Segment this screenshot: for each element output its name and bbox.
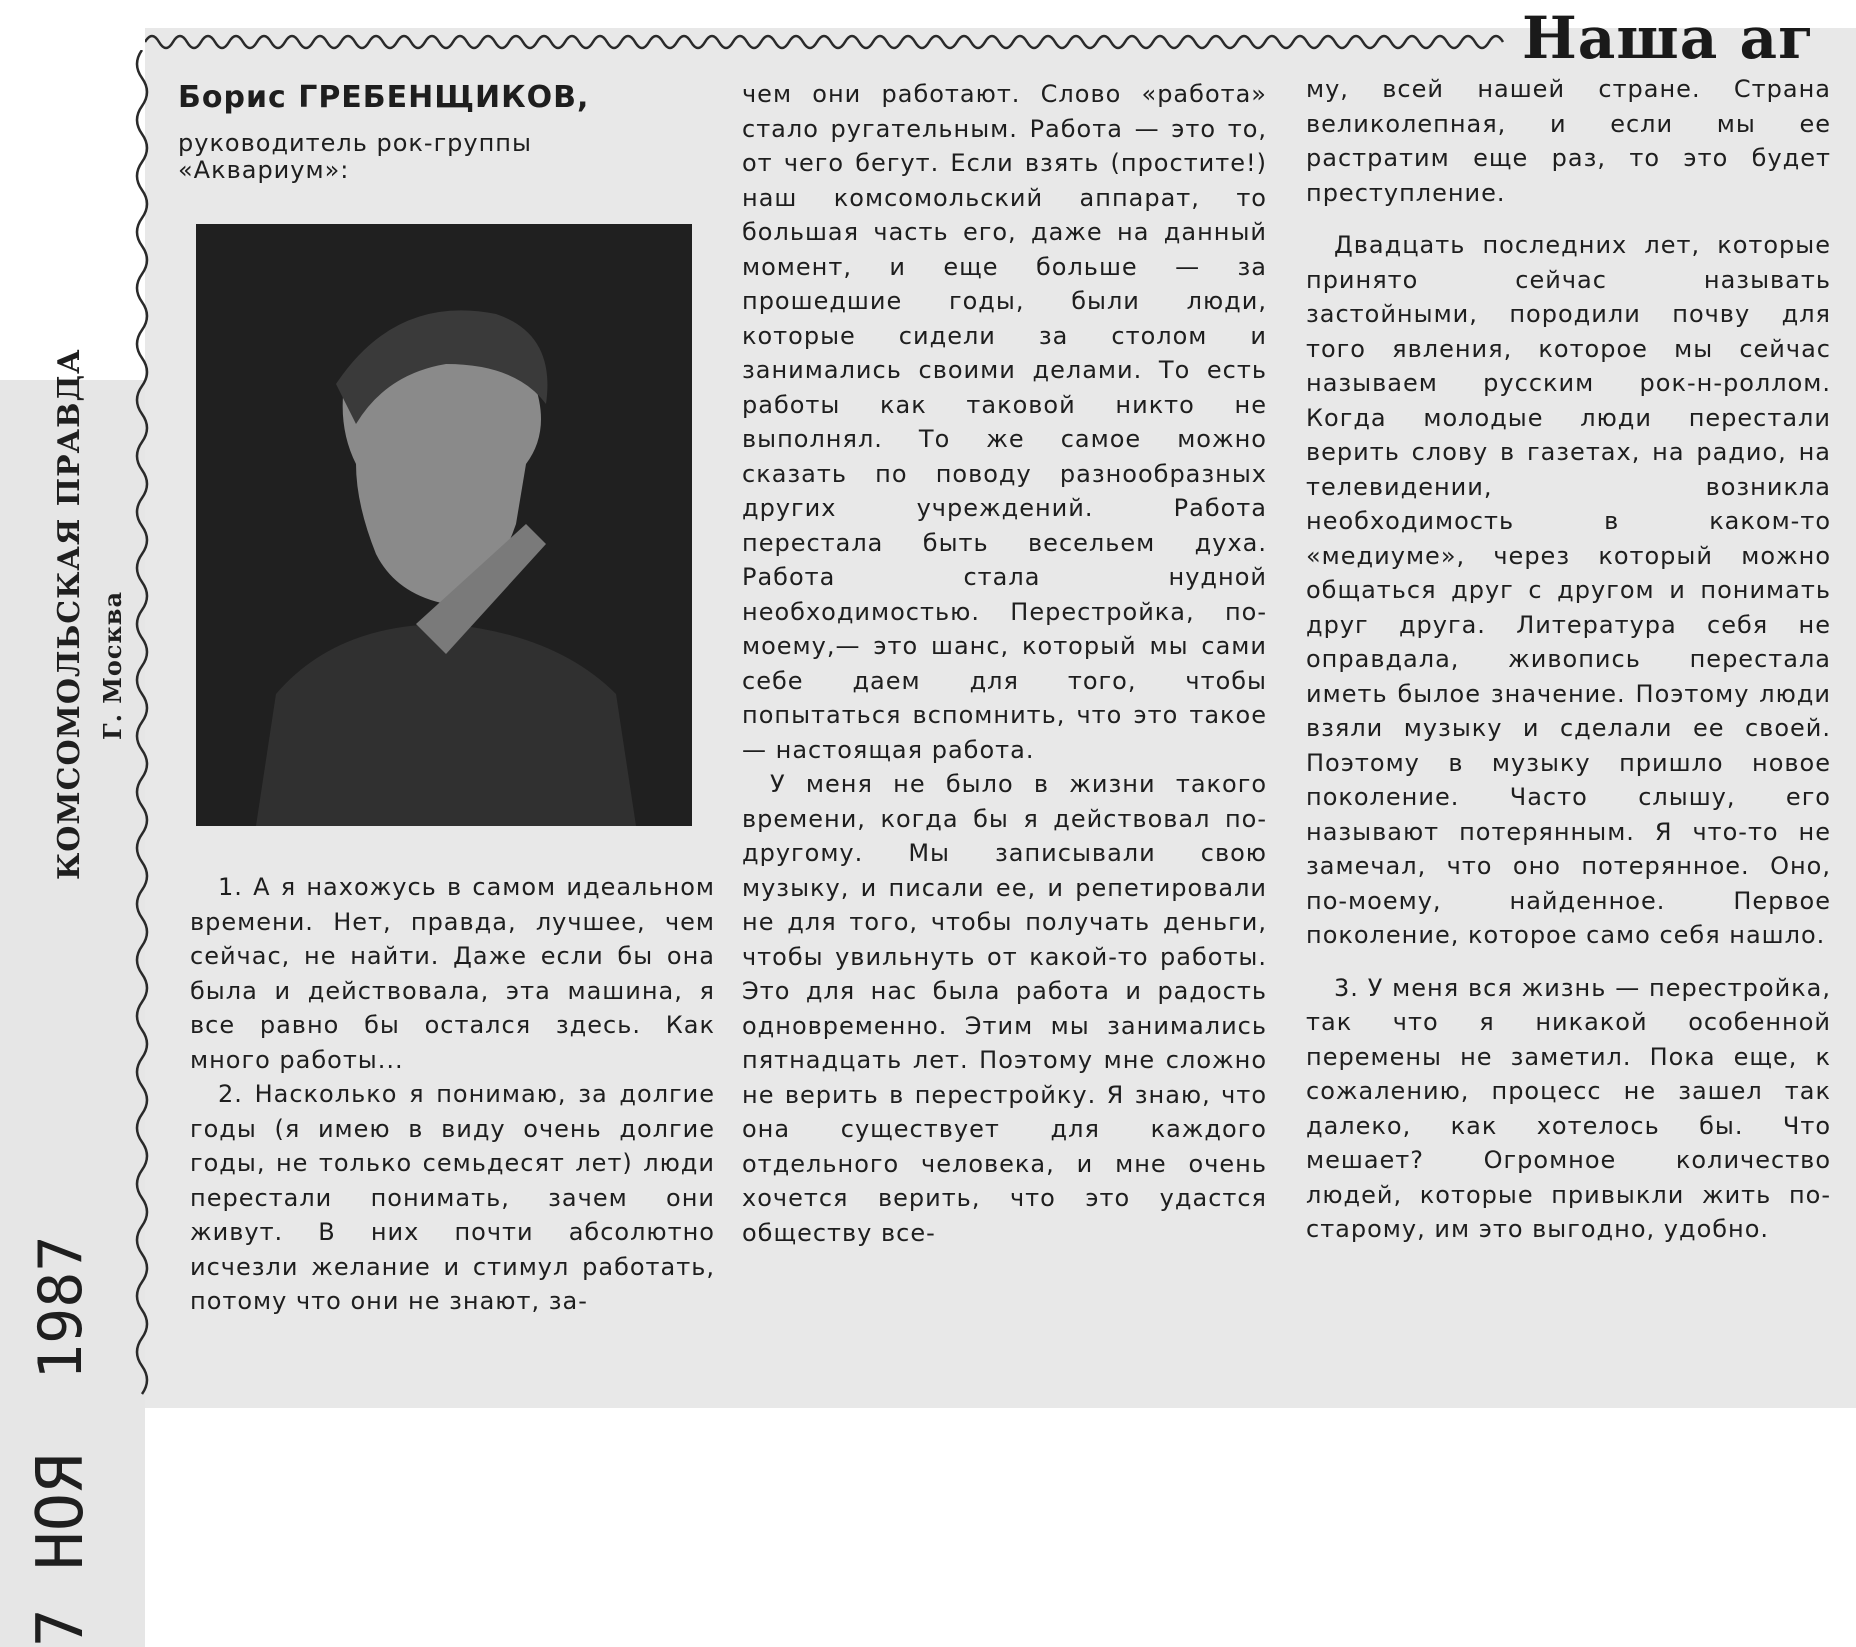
article-author: Борис ГРЕБЕНЩИКОВ, [178, 80, 590, 115]
article-paragraph: чем они работают. Слово «работа» стало ругательным. Работа — это то, от чего бегут. Если взять (простите!) наш комсомольский аппарат, то большая часть его, даже на данный момент, и еще больше — за прошедшие годы, были люди, которые сидели за столом и занимались своими делами. То есть работы как таковой никто не выполнял. То же самое можно сказать по поводу разнообразных других учреждений. Работа перестала быть весельем духа. Работа стала нудной необходимостью. Перестройка, по-моему,— это шанс, который мы сами себе даем для того, чтобы попытаться вспомнить, что это такое — настоящая работа. [742, 80, 1267, 764]
stamp-newspaper-name: КОМСОМОЛЬСКАЯ ПРАВДА [52, 348, 87, 880]
article-paragraph: 3. У меня вся жизнь — перестройка, так что я никакой особенной перемены не заметил. Пока еще, к сожалению, процесс не зашел так далеко, как хотелось бы. Что мешает? Огромное количество людей, которые привыкли жить по-старому, им это выгодно, удобно. [1306, 973, 1831, 1243]
portrait-photo [196, 224, 692, 826]
article-paragraph: 2. Насколько я понимаю, за долгие годы (я имею в виду очень долгие годы, не только семьдесят лет) люди перестали понимать, зачем они живут. В них почти абсолютно исчезли желание и стимул работать, потому что они не знают, за- [190, 1080, 715, 1315]
wavy-border-top [145, 24, 1515, 54]
article-paragraph: му, всей нашей стране. Страна великолепная, и если мы ее растратим еще раз, то это будет преступление. [1306, 75, 1831, 207]
author-role-line: «Аквариум»: [178, 156, 350, 184]
author-role [178, 130, 648, 184]
article-paragraph: Двадцать последних лет, которые принято сейчас называть застойными, породили почву для того явления, которое мы сейчас называем русским рок-н-роллом. Когда молодые люди перестали верить слову в газетах, на радио, на телевидении, возникла необходимость в каком-то «медиуме», через который можно общаться друг с другом и понимать друг друга. Литература себя не оправдала, живопись перестала иметь былое значение. Поэтому люди взяли музыку и сделали ее своей. Поэтому в музыку пришло новое поколение. Часто слышу, его называют потерянным. Я что-то не замечал, что оно потерянное. Оно, по-моему, найденное. Первое поколение, которое само себя нашло. [1306, 231, 1831, 949]
article-column-3 [1306, 72, 1831, 1247]
author-role-line: руководитель рок-группы [178, 129, 532, 157]
stamp-city: Г. Москва [98, 590, 127, 740]
article-paragraph: 1. А я нахожусь в самом идеальном времени. Нет, правда, лучшее, чем сейчас, не найти. Даже если бы она была и действовала, эта машина, я все равно бы остался здесь. Как много работы... [190, 873, 715, 1074]
stamp-year: 1987 [26, 1235, 96, 1380]
masthead-fragment: Наша аг [1522, 8, 1815, 68]
article-paragraph: У меня не было в жизни такого времени, когда бы я действовал по-другому. Мы записывали свою музыку, и писали ее, и репетировали не для того, чтобы получать деньги, чтобы увильнуть от какой-то работы. Это для нас была работа и радость одновременно. Этим мы занимались пятнадцать лет. Поэтому мне сложно не верить в перестройку. Я знаю, что она существует для каждого отдельного человека, и мне очень хочется верить, что это удастся обществу все- [742, 770, 1267, 1247]
portrait-silhouette [196, 224, 692, 826]
article-column-1 [190, 870, 715, 1319]
wavy-border-left [128, 50, 158, 1410]
article-column-2 [742, 77, 1267, 1250]
stamp-date: 7 НОЯ [24, 1454, 98, 1647]
